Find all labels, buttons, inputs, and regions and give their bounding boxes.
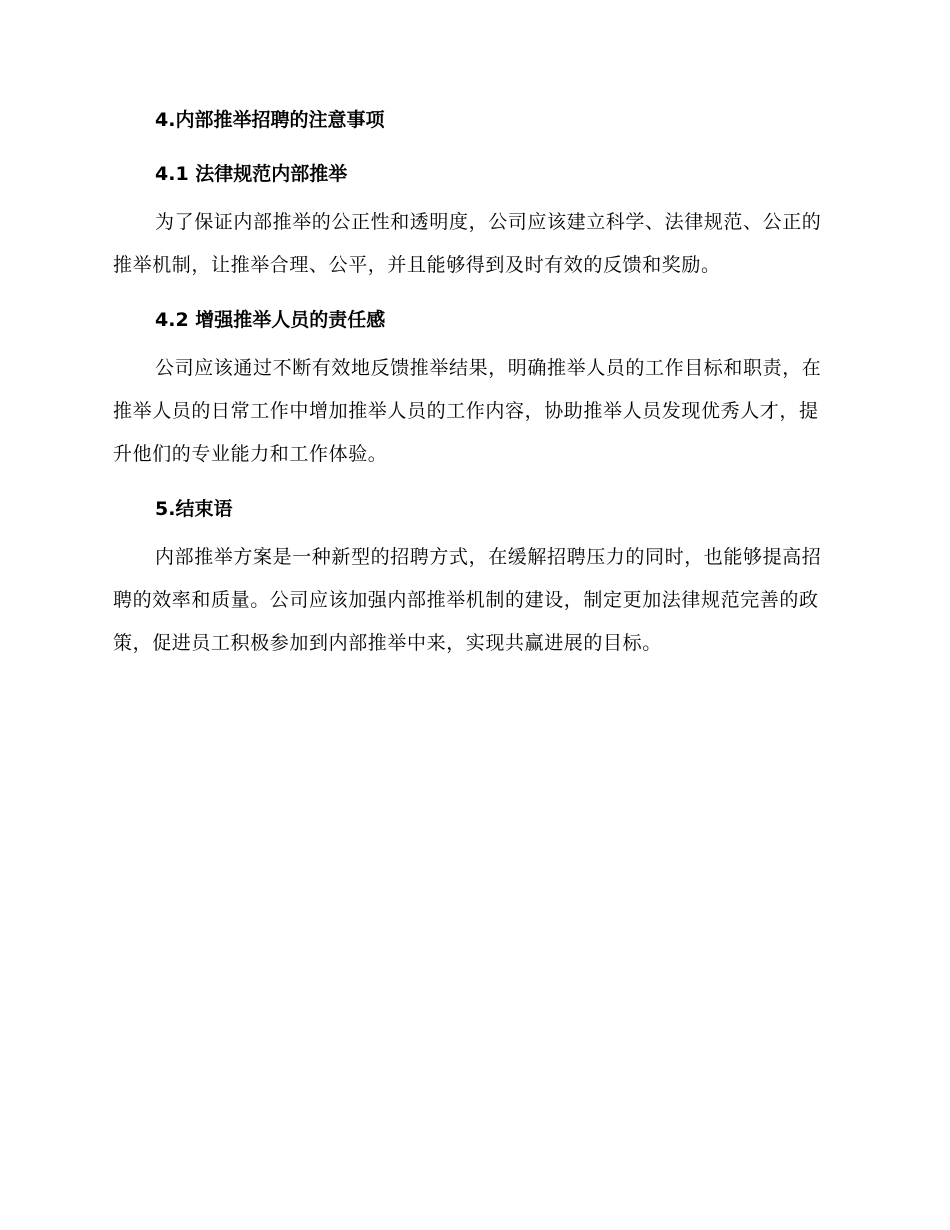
paragraph-4-1: 为了保证内部推举的公正性和透明度，公司应该建立科学、法律规范、公正的推举机制，让推举合理、公平，并且能够得到及时有效的反馈和奖励。	[113, 211, 822, 276]
section-heading-5: 5.结束语	[155, 498, 233, 520]
subsection-heading-4-1: 4.1 法律规范内部推举	[155, 163, 348, 185]
document-content	[113, 105, 833, 665]
subsection-heading-4-2: 4.2 增强推举人员的责任感	[155, 309, 386, 331]
paragraph-4-2: 公司应该通过不断有效地反馈推举结果，明确推举人员的工作目标和职责，在推举人员的日常工作中增加推举人员的工作内容，协助推举人员发现优秀人才，提升他们的专业能力和工作体验。	[113, 357, 822, 465]
paragraph-5: 内部推举方案是一种新型的招聘方式，在缓解招聘压力的同时，也能够提高招聘的效率和质量。公司应该加强内部推举机制的建设，制定更加法律规范完善的政策，促进员工积极参加到内部推举中来，实现共赢进展的目标。	[113, 546, 822, 654]
section-heading-4: 4.内部推举招聘的注意事项	[155, 109, 385, 131]
